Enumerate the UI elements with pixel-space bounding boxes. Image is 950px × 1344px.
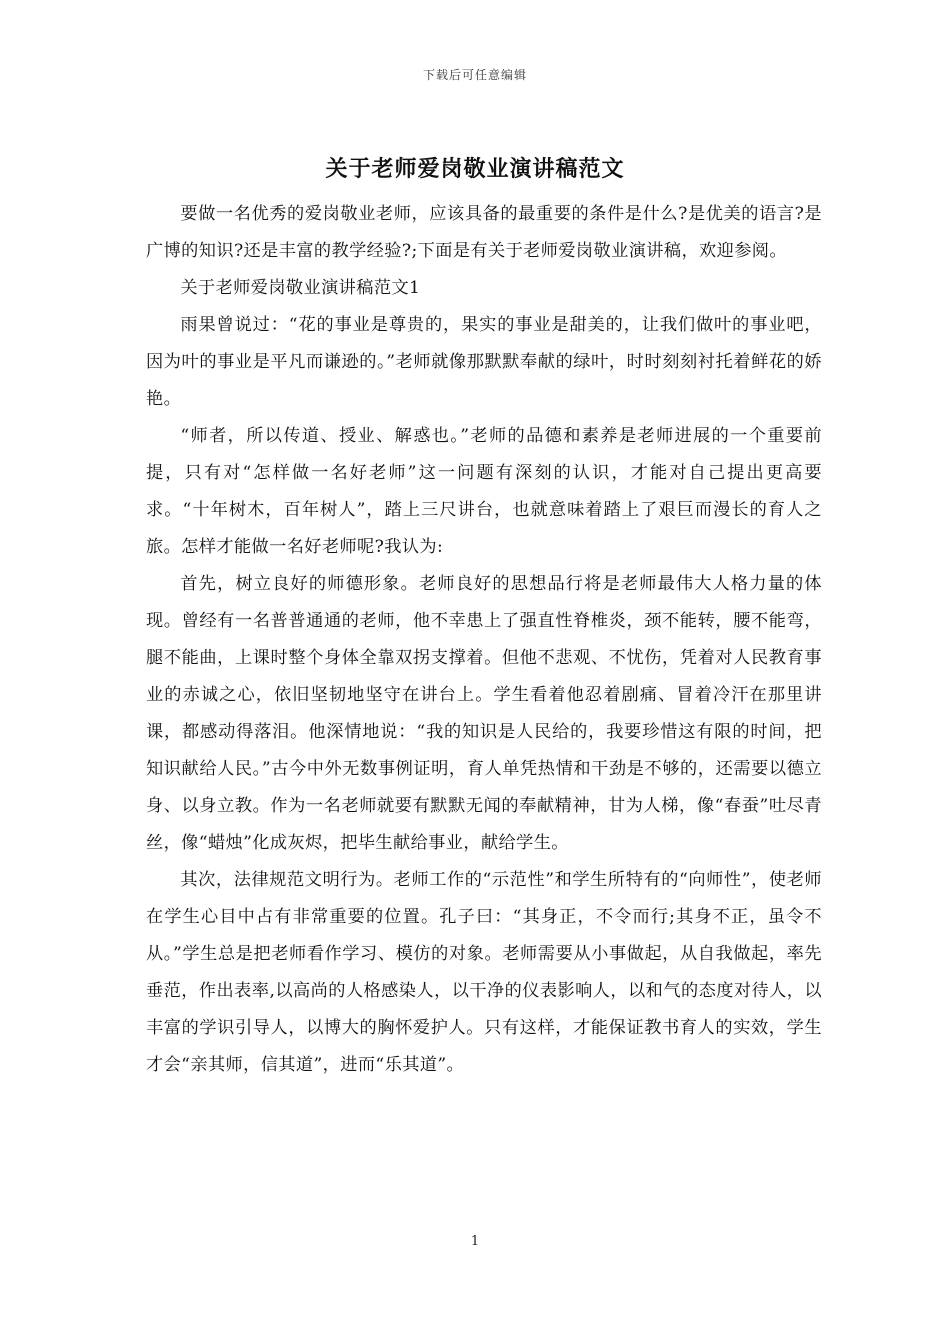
document-title: 关于老师爱岗敬业演讲稿范文	[325, 156, 625, 182]
intro-paragraph: 要做一名优秀的爱岗敬业老师，应该具备的最重要的条件是什么?是优美的语言?是广博的知识?还是丰富的教学经验?;下面是有关于老师爱岗敬业演讲稿，欢迎参阅。	[146, 204, 822, 261]
page-number: 1	[470, 1234, 480, 1249]
body-paragraph: “师者，所以传道、授业、解惑也。”老师的品德和素养是老师进展的一个重要前提，只有对“怎样做一名好老师”这一问题有深刻的认识，才能对自己提出更高要求。“十年树木，百年树人”，踏上三尺讲台，也就意味着踏上了艰巨而漫长的育人之旅。怎样才能做一名好老师呢?我认为:	[146, 426, 822, 557]
section-heading: 关于老师爱岗敬业演讲稿范文1	[180, 278, 421, 298]
document-body	[146, 196, 822, 1084]
body-paragraph: 雨果曾说过：“花的事业是尊贵的，果实的事业是甜美的，让我们做叶的事业吧，因为叶的事业是平凡而谦逊的。”老师就像那默默奉献的绿叶，时时刻刻衬托着鲜花的娇艳。	[146, 315, 822, 409]
body-paragraph: 首先，树立良好的师德形象。老师良好的思想品行将是老师最伟大人格力量的体现。曾经有一名普普通通的老师，他不幸患上了强直性脊椎炎，颈不能转，腰不能弯，腿不能曲，上课时整个身体全靠双拐支撑着。但他不悲观、不忧伤，凭着对人民教育事业的赤诚之心，依旧坚韧地坚守在讲台上。学生看着他忍着剧痛、冒着冷汗在那里讲课，都感动得落泪。他深情地说：“我的知识是人民给的，我要珍惜这有限的时间，把知识献给人民。”古今中外无数事例证明，育人单凭热情和干劲是不够的，还需要以德立身、以身立教。作为一名老师就要有默默无闻的奉献精神，甘为人梯，像“春蚕”吐尽青丝，像“蜡烛”化成灰烬，把毕生献给事业，献给学生。	[146, 574, 822, 853]
body-paragraph: 其次，法律规范文明行为。老师工作的“示范性”和学生所特有的“向师性”，使老师在学生心目中占有非常重要的位置。孔子曰：“其身正，不令而行;其身不正，虽令不从。”学生总是把老师看作学习、模仿的对象。老师需要从小事做起，从自我做起，率先垂范，作出表率,以高尚的人格感染人，以干净的仪表影响人，以和气的态度对待人，以丰富的学识引导人，以博大的胸怀爱护人。只有这样，才能保证教书育人的实效，学生才会“亲其师，信其道”，进而“乐其道”。	[146, 870, 822, 1075]
header-note: 下载后可任意编辑	[422, 68, 527, 82]
